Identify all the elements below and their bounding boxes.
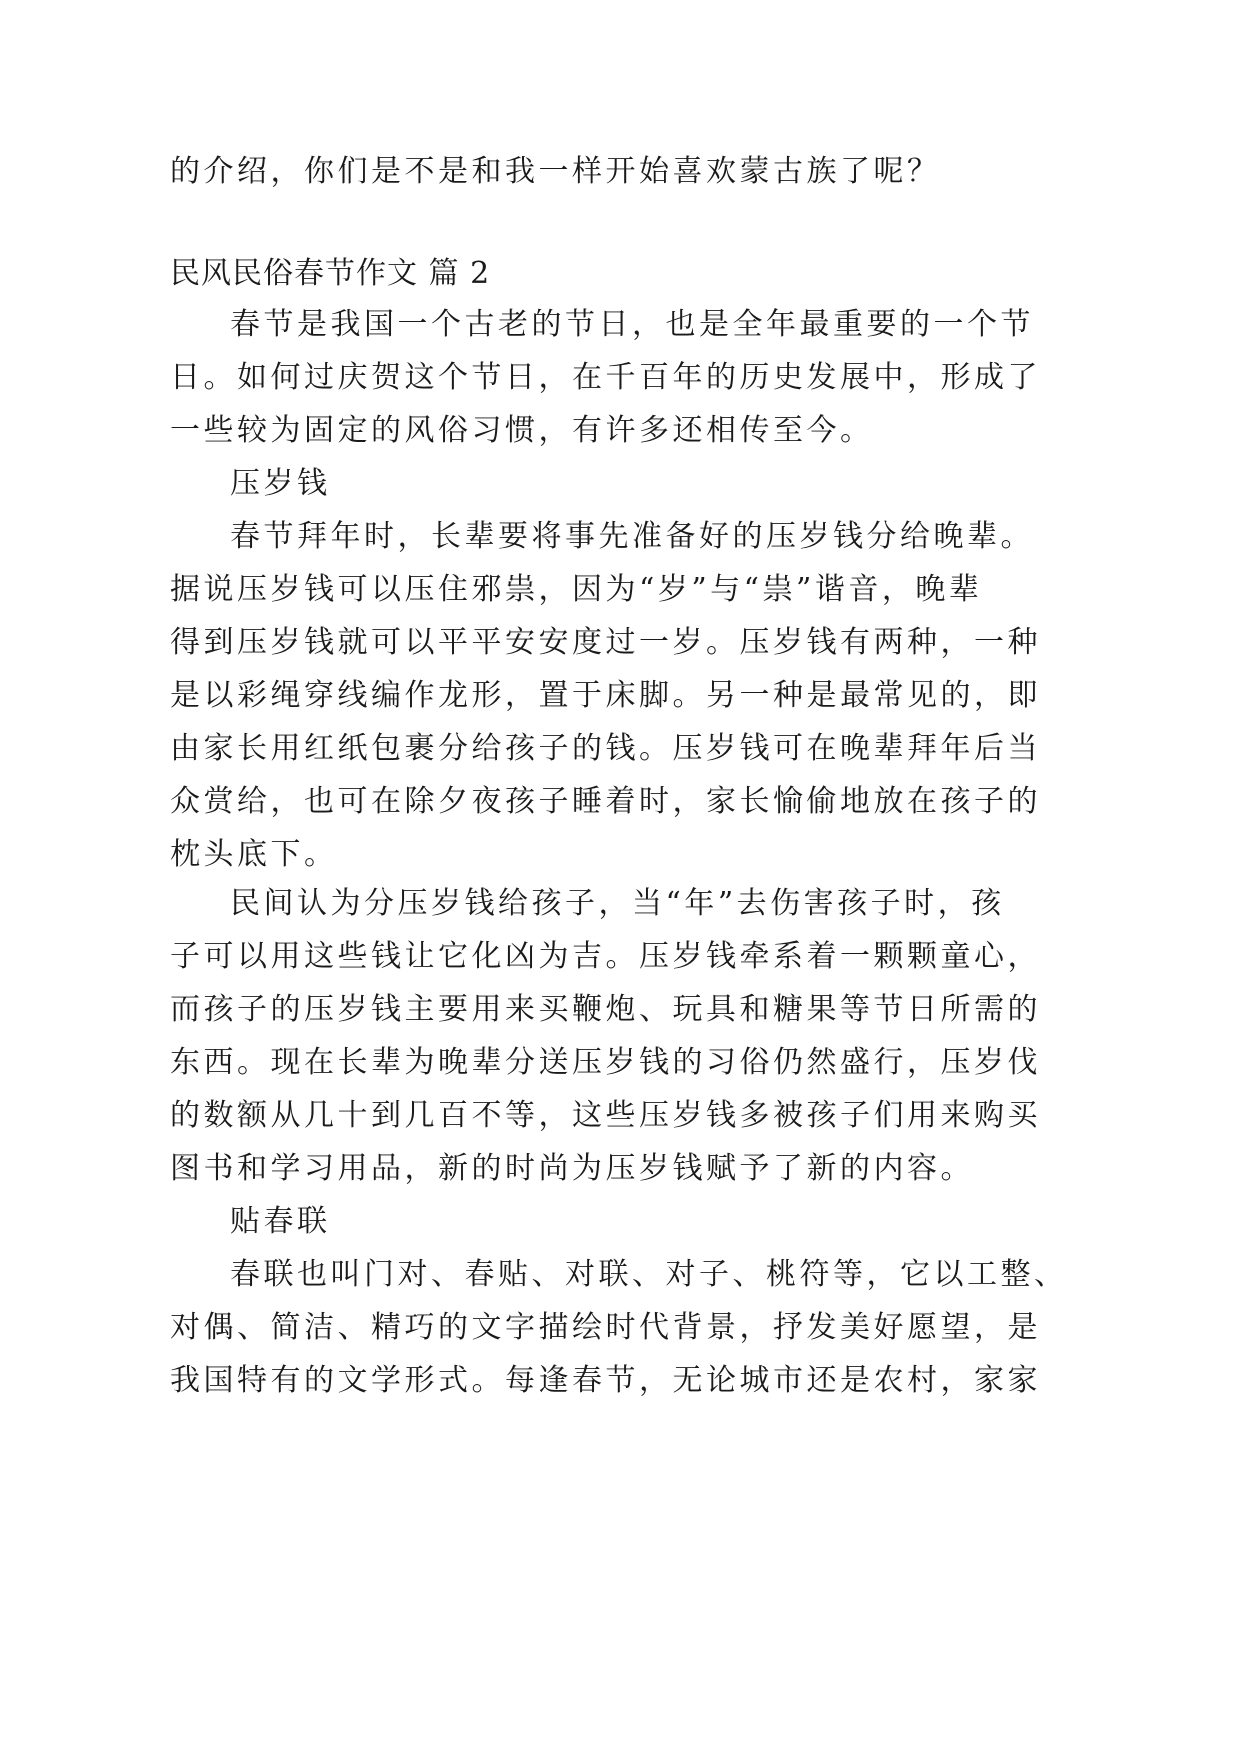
text-line: 日。如何过庆贺这个节日，在千百年的历史发展中，形成了 [170,360,1041,395]
text-line: 而孩子的压岁钱主要用来买鞭炮、玩具和糖果等节日所需的 [170,992,1041,1027]
text-line: 是以彩绳穿线编作龙形，置于床脚。另一种是最常见的，即 [170,678,1041,713]
section-heading: 民风民俗春节作文 篇 2 [170,256,491,291]
text-line: 对偶、简洁、精巧的文字描绘时代背景，抒发美好愿望，是 [170,1310,1041,1345]
text-line: 民间认为分压岁钱给孩子，当“年”去伤害孩子时，孩 [230,886,1005,921]
subsection-heading: 贴春联 [230,1204,331,1239]
text-line: 子可以用这些钱让它化凶为吉。压岁钱牵系着一颗颗童心， [170,939,1041,974]
text-line: 一些较为固定的风俗习惯，有许多还相传至今。 [170,413,874,448]
text-line: 的介绍，你们是不是和我一样开始喜欢蒙古族了呢？ [170,154,941,189]
text-line: 由家长用红纸包裹分给孩子的钱。压岁钱可在晚辈拜年后当 [170,731,1041,766]
text-line: 得到压岁钱就可以平平安安度过一岁。压岁钱有两种，一种 [170,625,1041,660]
text-line: 春联也叫门对、春贴、对联、对子、桃符等，它以工整、 [230,1257,1068,1292]
text-line: 春节拜年时，长辈要将事先准备好的压岁钱分给晚辈。 [230,519,1034,554]
text-line: 东西。现在长辈为晚辈分送压岁钱的习俗仍然盛行，压岁伐 [170,1045,1041,1080]
text-line: 枕头底下。 [170,837,338,872]
text-line: 众赏给，也可在除夕夜孩子睡着时，家长愉偷地放在孩子的 [170,784,1041,819]
subsection-heading: 压岁钱 [230,466,331,501]
text-line: 图书和学习用品，新的时尚为压岁钱赋予了新的内容。 [170,1151,974,1186]
text-line: 据说压岁钱可以压住邪祟，因为“岁”与“祟”谐音，晚辈 [170,572,983,607]
text-line: 的数额从几十到几百不等，这些压岁钱多被孩子们用来购买 [170,1098,1041,1133]
text-line: 我国特有的文学形式。每逢春节，无论城市还是农村，家家 [170,1363,1041,1398]
text-line: 春节是我国一个古老的节日，也是全年最重要的一个节 [230,307,1034,342]
